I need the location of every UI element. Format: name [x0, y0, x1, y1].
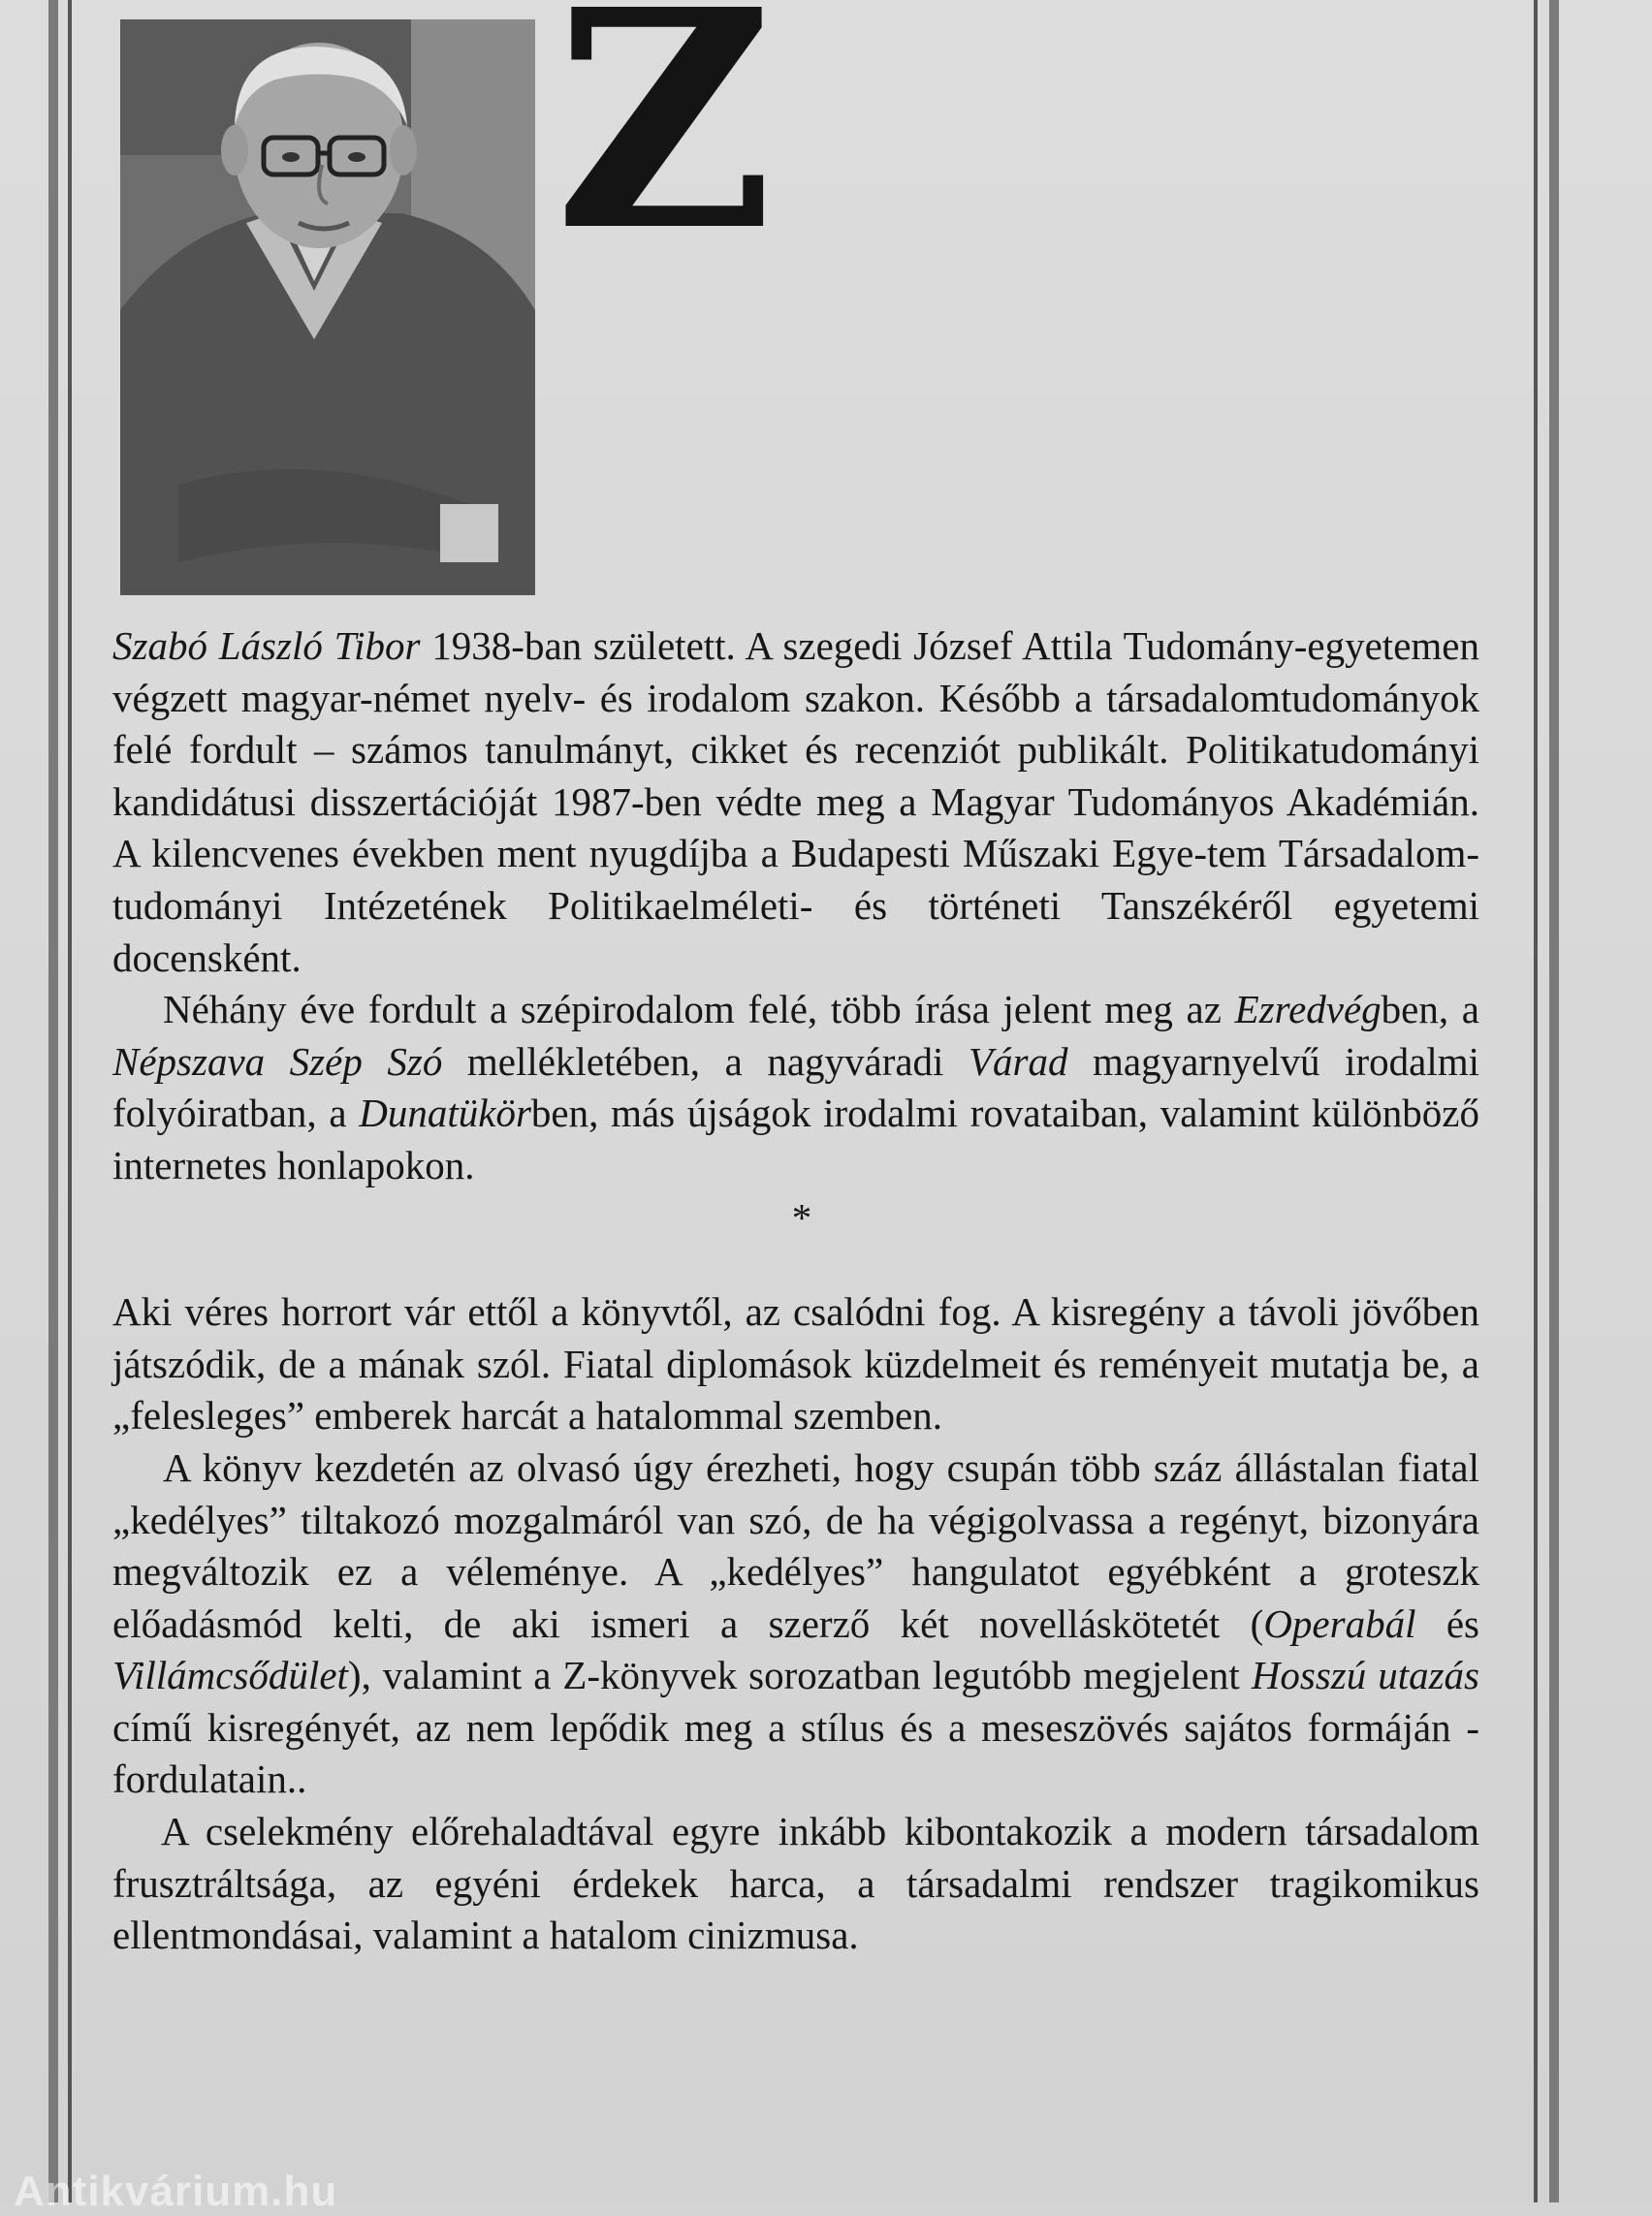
bio-paragraph-1: Szabó László Tibor 1938-ban született. A szegedi József Attila Tudomány-egyetemen végzett magyar-német nyelv- és irodalom szakon. Később a társadalomtudományok felé fordult – számos tanulmányt, cikket és recenziót publikált. Politikatudományi kandidátusi disszertációját 1987-ben védte meg a Magyar Tudományos Akadémián. A kilencvenes években ment nyugdíjba a Budapesti Műszaki Egye-tem Társadalom-tudományi Intézetének Politikaelméleti- és történeti Tanszékéről egyetemi docensként.	[112, 623, 1479, 980]
spacer	[112, 1244, 1479, 1286]
blurb-paragraph-1: Aki véres horrort vár ettől a könyvtől, az csalódni fog. A kisregény a távoli jövőben játszódik, de a mának szól. Fiatal diplomások küzdelmeit és reményeit mutatja be, a „felesleges” emberek harcát a hatalommal szemben.	[112, 1289, 1479, 1439]
left-border-inner	[68, 0, 72, 2202]
blurb-paragraph-3: A cselekmény előrehaladtával egyre inkább kibontakozik a modern társadalom frusztráltsága, az egyéni érdekek harca, a társadalmi rendszer tragikomikus ellentmondásai, valamint a hatalom cinizmusa.	[112, 1809, 1479, 1958]
author-portrait-illustration	[120, 19, 535, 595]
watermark: Antikvárium.hu	[14, 2168, 338, 2215]
right-border-outer	[1549, 0, 1559, 2202]
cover-text	[112, 620, 1479, 1962]
series-letter: Z	[555, 0, 775, 298]
blurb-paragraph-2: A könyv kezdetén az olvasó úgy érezheti, hogy csupán több száz állástalan fiatal „kedélyes” tiltakozó mozgalmáról van szó, de ha végigolvassa a regényt, bizonyára megváltozik ez a véleménye. A „kedélyes” hangulatot egyébként a groteszk előadásmód kelti, de aki ismeri a szerző két novelláskötetét (Operabál és Villámcsődület), valamint a Z-könyvek sorozatban legutóbb megjelent Hosszú utazás című kisregényét, az nem lepődik meg a stílus és a meseszövés sajátos formáján - fordulatain..	[112, 1444, 1480, 1802]
author-photo	[120, 19, 535, 595]
left-border-outer	[48, 0, 58, 2202]
section-separator: *	[791, 1194, 812, 1240]
right-border-inner	[1534, 0, 1538, 2202]
author-name: Szabó László Tibor	[112, 623, 421, 668]
bio-paragraph-2: Néhány éve fordult a szépirodalom felé, több írása jelent meg az Ezredvégben, a Népszava Szép Szó mellékletében, a nagyváradi Várad magyarnyelvű irodalmi folyóiratban, a Dunatükörben, más újságok irodalmi rovataiban, valamint különböző internetes honlapokon.	[112, 987, 1480, 1187]
